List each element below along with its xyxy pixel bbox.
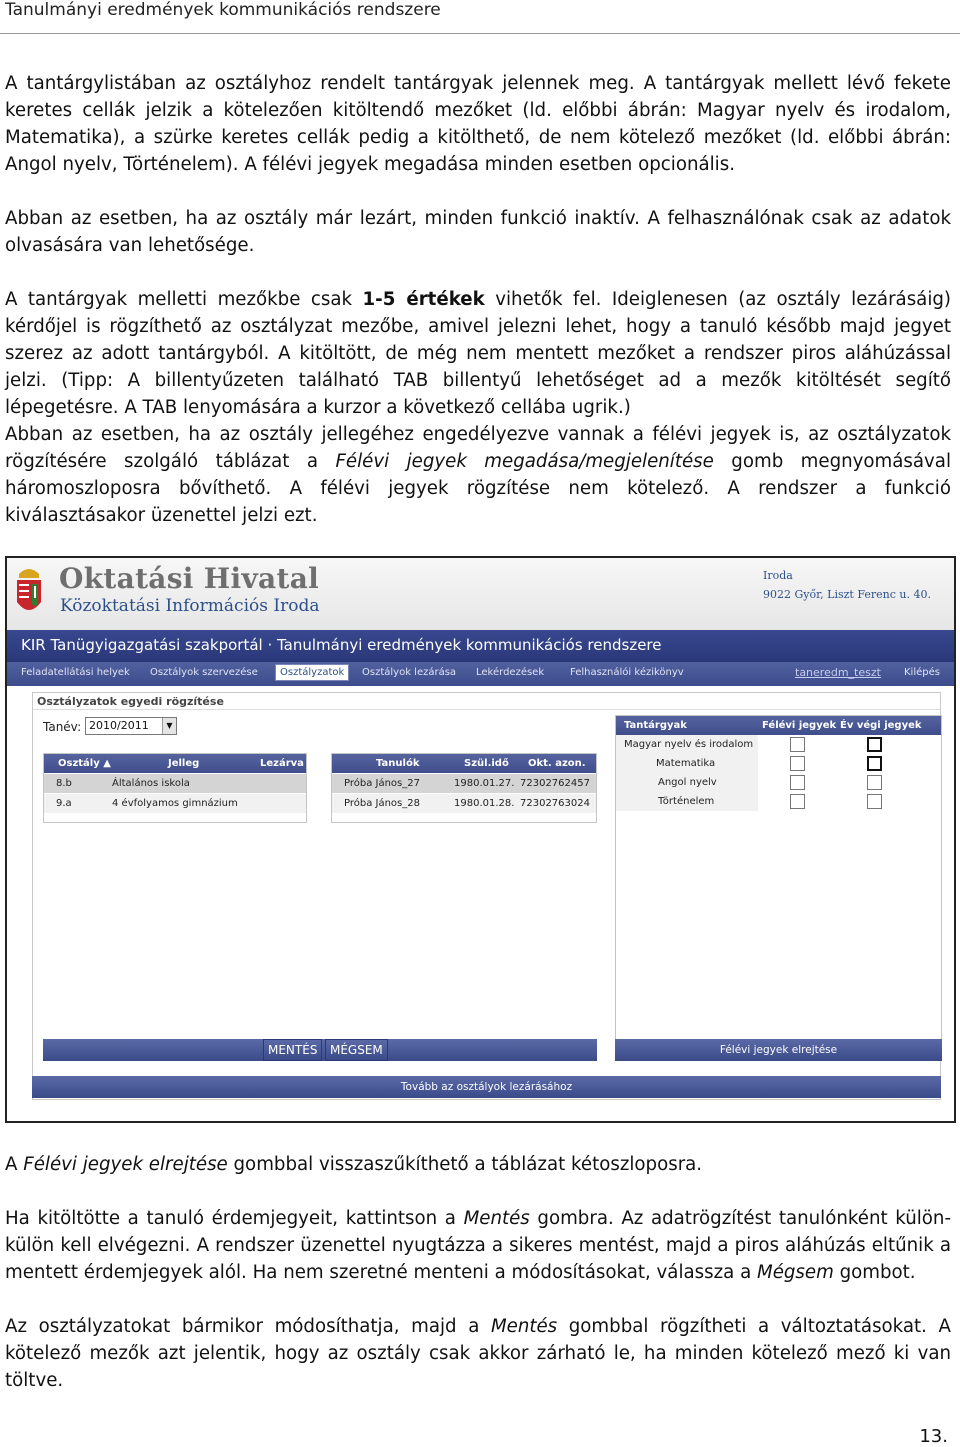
nav-item-feladatellatasi-helyek[interactable]: Feladatellátási helyek [21,667,130,678]
next-to-closing-button[interactable]: Tovább az osztályok lezárásához [32,1076,941,1098]
nav-item-lekerdezesek[interactable]: Lekérdezések [476,667,545,678]
subject-row: Angol nyelv [616,773,758,792]
students-table-header [332,754,596,773]
header-divider [0,33,960,34]
year-end-grade-field[interactable] [867,737,882,752]
year-end-grade-field[interactable] [867,756,882,771]
chevron-down-icon[interactable]: ▼ [162,718,176,734]
paragraph-subject-list: A tantárgylistában az osztályhoz rendelt tantárgyak jelennek meg. A tantárgyak mellett lévő fekete keretes cellák jelzik a kötelezően kitöltendő mezőket (ld. előbbi ábrán: Magyar nyelv és irodalom, Matematika), a szürke keretes cellák pedig a kitölthető, de nem kötelező mezőket (ld. előbbi ábrán: Angol nyelv, Történelem). A félévi jegyek megadása minden esetben opcionális. [5,73,951,175]
coat-of-arms-icon [15,564,43,622]
column-header-felevi: Félévi jegyek [762,720,837,731]
paragraph-save: Ha kitöltötte a tanuló érdemjegyeit, kattintson a Mentés gombra. Az adatrögzítést tanulónként külön-külön kell elvégezni. A rendszer üzenettel nyugtázza a sikeres mentést, majd a piros aláhúzás eltűnik a mentett érdemjegyek alól. Ha nem szeretné menteni a módosításokat, válassza a Mégsem gombot. [5,1208,952,1283]
column-header-tantargyak: Tantárgyak [624,720,687,731]
subject-row: Matematika [616,754,758,773]
nav-item-kezikonyv[interactable]: Felhasználói kézikönyv [570,667,684,678]
application-screenshot [5,556,956,1123]
main-nav [7,662,954,686]
paragraph-hide-half-year: A Félévi jegyek elrejtése gombbal visszaszűkíthető a táblázat kétoszloposra. [5,1154,703,1175]
school-year-label: Tanév: [43,720,82,734]
year-end-grade-field[interactable] [867,775,882,790]
half-year-grade-field[interactable] [790,794,805,809]
cancel-button[interactable]: MÉGSEM [325,1039,388,1061]
nav-item-osztalyok-lezarasa[interactable]: Osztályok lezárása [362,667,457,678]
subject-row: Magyar nyelv és irodalom [616,735,758,754]
column-header-osztaly[interactable]: Osztály ▲ [58,758,111,769]
page-header: Tanulmányi eredmények kommunikációs rendszere [5,0,441,20]
table-row[interactable]: 9.a 4 évfolyamos gimnázium [44,794,306,813]
column-header-jelleg[interactable]: Jelleg [168,758,200,769]
column-header-tanulok[interactable]: Tanulók [376,758,420,769]
students-table [331,753,597,823]
table-row[interactable]: Próba János_27 1980.01.27. 72302762457 [332,774,596,793]
school-year-value: 2010/2011 [89,719,149,732]
banner [7,558,954,630]
year-end-grade-field[interactable] [867,794,882,809]
nav-item-osztalyzatok[interactable]: Osztályzatok [275,664,349,681]
table-row[interactable]: 8.b Általános iskola [44,774,306,793]
school-year-select[interactable] [85,717,177,735]
grades-card [32,692,941,1100]
card-title: Osztályzatok egyedi rögzítése [37,695,224,708]
save-button[interactable]: MENTÉS [263,1039,322,1061]
org-title: Oktatási Hivatal [59,562,320,595]
half-year-grade-field[interactable] [790,756,805,771]
half-year-grade-field[interactable] [790,737,805,752]
hide-half-year-button[interactable]: Félévi jegyek elrejtése [615,1039,942,1061]
card-divider [33,709,940,710]
paragraph-half-year: Abban az esetben, ha az osztály jellegéhez engedélyezve vannak a félévi jegyek is, az osztályzatok rögzítésére szolgáló táblázat a Félévi jegyek megadása/megjelenítése gomb megnyomásával háromoszloposra bővíthető. A félévi jegyek rögzítése nem kötelező. A rendszer a funkció kiválasztásakor üzenettel jelzi ezt. [5,424,951,526]
subjects-table [615,715,942,1045]
org-subtitle: Közoktatási Információs Iroda [60,596,320,616]
paragraph-closed-class: Abban az esetben, ha az osztály már lezárt, minden funkció inaktív. A felhasználónak csak az adatok olvasására van lehetősége. [5,208,951,256]
half-year-grade-field[interactable] [790,775,805,790]
address-line-1: Iroda [763,569,793,582]
logout-link[interactable]: Kilépés [904,667,940,678]
subject-row: Történelem [616,792,758,811]
nav-item-osztalyok-szervezese[interactable]: Osztályok szervezése [150,667,258,678]
column-header-szulido[interactable]: Szül.idő [464,758,509,769]
paragraph-modify: Az osztályzatokat bármikor módosíthatja, majd a Mentés gombbal rögzítheti a változtatásokat. A kötelező mezők azt jelentik, hogy az osztály csak akkor zárható le, ha minden kötelező mező ki van töltve. [5,1316,951,1391]
column-header-lezarva[interactable]: Lezárva [260,758,304,769]
subjects-table-header [616,716,941,735]
classes-table-header [44,754,306,773]
user-link[interactable]: taneredm_teszt [795,666,881,679]
classes-table [43,753,307,823]
page-number: 13. [919,1426,948,1447]
table-row[interactable]: Próba János_28 1980.01.28. 72302763024 [332,794,596,813]
address-line-2: 9022 Győr, Liszt Ferenc u. 40. [763,588,931,601]
column-header-evvegi: Év végi jegyek [840,720,922,731]
column-header-okt-azon[interactable]: Okt. azon. [528,758,586,769]
portal-title-bar: KIR Tanügyigazgatási szakportál · Tanulmányi eredmények kommunikációs rendszere [7,630,954,662]
paragraph-values: A tantárgyak melletti mezőkbe csak 1-5 értékek vihetők fel. Ideiglenesen (az osztály lezárásáig) kérdőjel is rögzíthető az osztályzat mezőbe, amivel jelezni lehet, hogy a tanuló később majd jegyet szerez az adott tantárgyból. A kitöltött, de még nem mentett mezőket a rendszer piros aláhúzással jelzi. (Tipp: A billentyűzeten található TAB billentyű lehetőséget ad a mezők kitöltését segítő lépegetésre. A TAB lenyomására a kurzor a következő cellába ugrik.) [5,289,952,418]
